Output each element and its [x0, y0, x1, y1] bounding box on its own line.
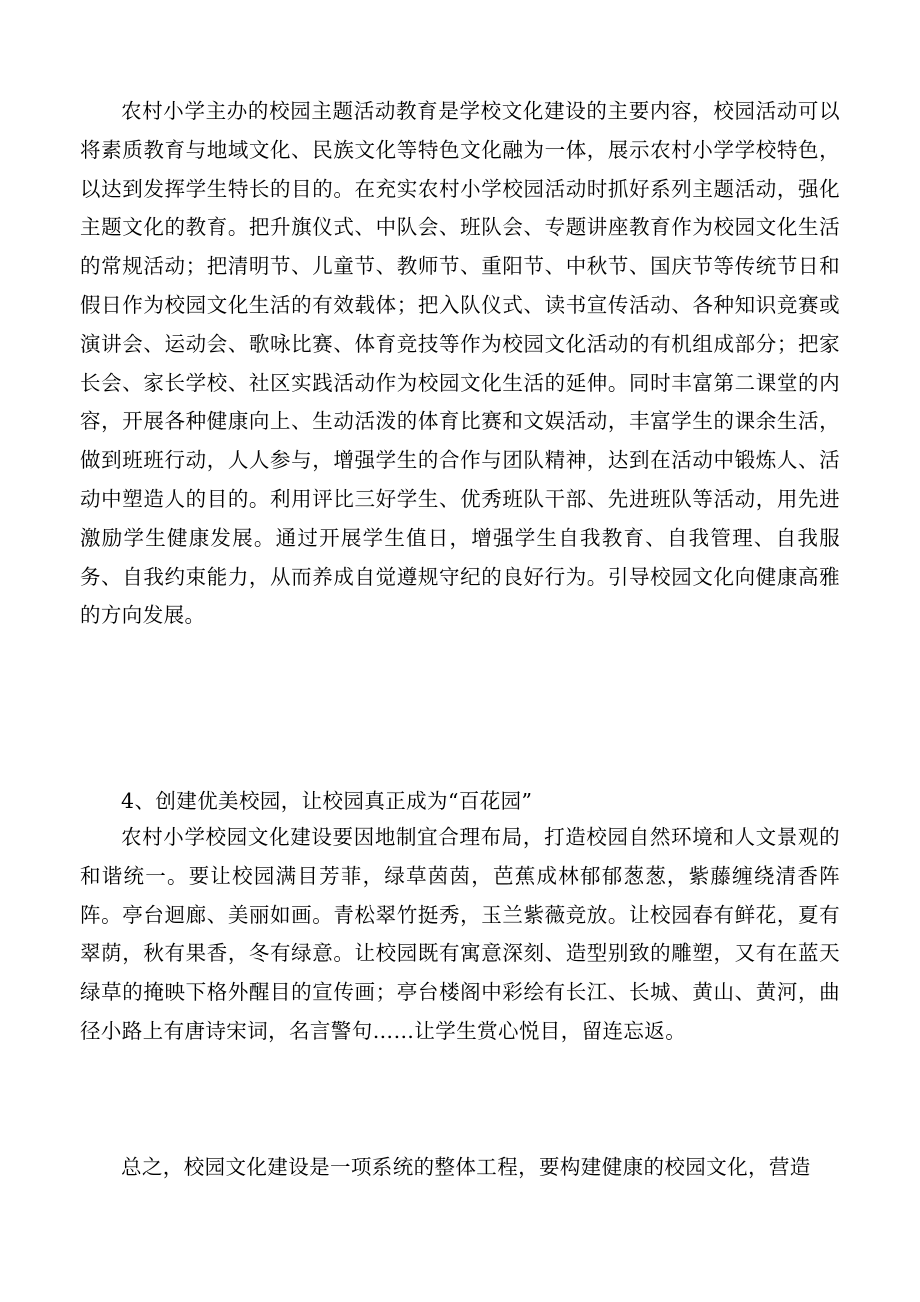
- paragraph-campus-environment: 农村小学校园文化建设要因地制宜合理布局，打造校园自然环境和人文景观的和谐统一。要让校园满目芳菲，绿草茵茵，芭蕉成林郁郁葱葱，紫藤缠绕清香阵阵。亭台迴廊、美丽如画。青松翠竹挺秀，玉兰紫薇竞放。让校园春有鲜花，夏有翠荫，秋有果香，冬有绿意。让校园既有寓意深刻、造型别致的雕塑，又有在蓝天绿草的掩映下格外醒目的宣传画；亭台楼阁中彩绘有长江、长城、黄山、黄河，曲径小路上有唐诗宋词，名言警句……让学生赏心悦目，留连忘返。: [80, 825, 840, 1043]
- section-heading-beautiful-campus: 4、创建优美校园，让校园真正成为“百花园”: [121, 789, 533, 813]
- paragraph-campus-activities: 农村小学主办的校园主题活动教育是学校文化建设的主要内容，校园活动可以将素质教育与地域文化、民族文化等特色文化融为一体，展示农村小学学校特色，以达到发挥学生特长的目的。在充实农村小学校园活动时抓好系列主题活动，强化主题文化的教育。把升旗仪式、中队会、班队会、专题讲座教育作为校园文化生活的常规活动；把清明节、儿童节、教师节、重阳节、中秋节、国庆节等传统节日和假日作为校园文化生活的有效载体；把入队仪式、读书宣传活动、各种知识竞赛或演讲会、运动会、歌咏比赛、体育竞技等作为校园文化活动的有机组成部分；把家长会、家长学校、社区实践活动作为校园文化生活的延伸。同时丰富第二课堂的内容，开展各种健康向上、生动活泼的体育比赛和文娱活动，丰富学生的课余生活，做到班班行动，人人参与，增强学生的合作与团队精神，达到在活动中锻炼人、活动中塑造人的目的。利用评比三好学生、优秀班队干部、先进班队等活动，用先进激励学生健康发展。通过开展学生值日，增强学生自我教育、自我管理、自我服务、自我约束能力，从而养成自觉遵规守纪的良好行为。引导校园文化向健康高雅的方向发展。: [80, 99, 840, 628]
- paragraph-conclusion: 总之，校园文化建设是一项系统的整体工程，要构建健康的校园文化，营造: [121, 1155, 811, 1179]
